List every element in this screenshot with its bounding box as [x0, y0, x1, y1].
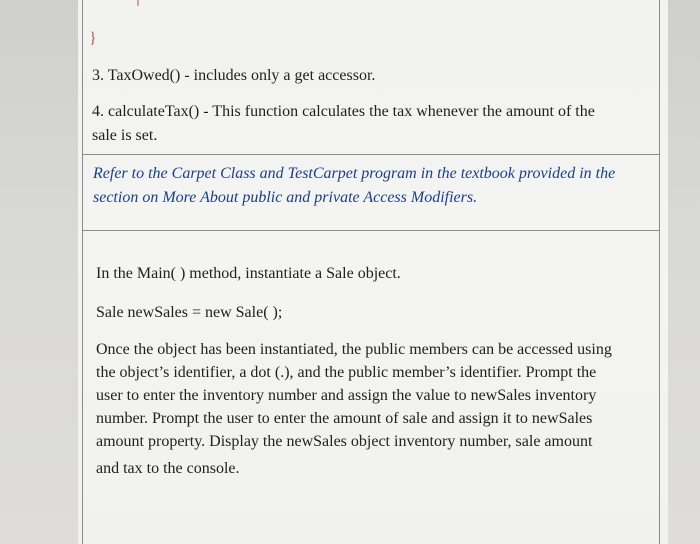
paragraph-line: user to enter the inventory number and assign the value to newSales inventory: [96, 387, 597, 404]
table-row-divider: [82, 230, 659, 231]
code-line: Sale newSales = new Sale( );: [96, 304, 283, 321]
paragraph-line: Once the object has been instantiated, the public members can be accessed using: [96, 341, 612, 358]
paragraph-line: and tax to the console.: [96, 460, 240, 477]
paragraph-line: the object’s identifier, a dot (.), and the public member’s identifier. Prompt the: [96, 364, 597, 381]
item-calculatetax-line2: sale is set.: [92, 127, 158, 144]
table-row-divider: [82, 154, 659, 155]
paragraph-line: number. Prompt the user to enter the amount of sale and assign it to newSales: [96, 410, 593, 427]
reference-note-line1: Refer to the Carpet Class and TestCarpet program in the textbook provided in the: [93, 165, 616, 182]
reference-note-line2: section on More About public and private Access Modifiers.: [93, 189, 478, 206]
item-taxowed: 3. TaxOwed() - includes only a get accessor.: [92, 67, 376, 84]
main-instruction: In the Main( ) method, instantiate a Sale object.: [96, 265, 401, 282]
ink-mark: [137, 0, 139, 6]
closing-brace: }: [89, 30, 97, 47]
item-calculatetax-line1: 4. calculateTax() - This function calculates the tax whenever the amount of the: [92, 103, 595, 120]
paragraph-line: amount property. Display the newSales object inventory number, sale amount: [96, 433, 593, 450]
